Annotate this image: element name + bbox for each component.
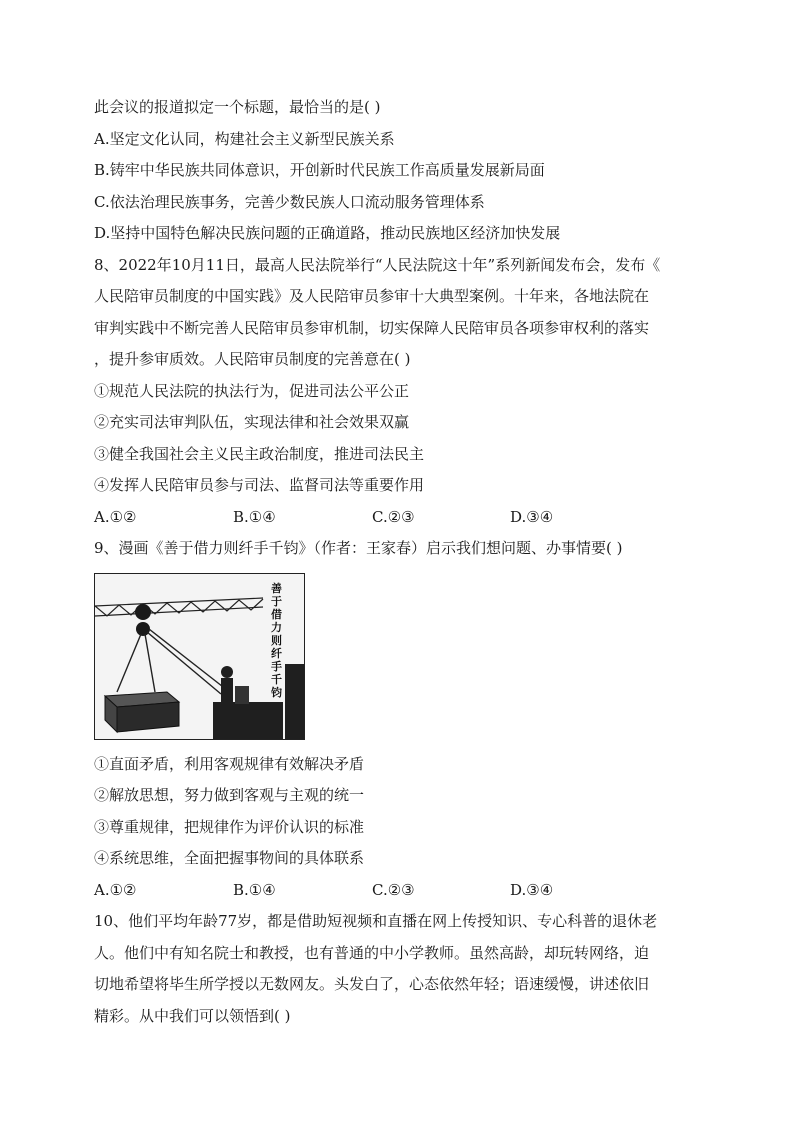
svg-text:则: 则 [271,633,282,647]
svg-text:于: 于 [271,594,282,608]
document-page [94,92,700,1032]
choice-a: A.①② [94,507,137,526]
choice-c: C.②③ [372,507,415,526]
choice-a: A.①② [94,880,137,899]
choice-b: B.①④ [233,507,276,526]
question-9-item-3: ③尊重规律，把规律作为评价认识的标准 [94,817,365,836]
question-8-line-2: 人民陪审员制度的中国实践》及人民陪审员参审十大典型案例。十年来，各地法院在 [94,287,650,305]
question-8-line-4: ，提升参审质效。人民陪审员制度的完善意在( ) [94,350,411,368]
option-a: A.坚定文化认同，构建社会主义新型民族关系 [94,129,395,148]
svg-text:手: 手 [271,659,282,673]
question-8-line-3: 审判实践中不断完善人民陪审员参审机制，切实保障人民陪审员各项参审权利的落实 [94,318,650,337]
cartoon-wrap [94,573,700,749]
question-10-line-4: 精彩。从中我们可以领悟到( ) [94,1006,291,1025]
question-10-line-3: 切地希望将毕生所学授以无数网友。头发白了，心态依然年轻；语速缓慢，讲述依旧 [94,975,650,993]
svg-text:善: 善 [271,581,282,595]
option-c: C.依法治理民族事务，完善少数民族人口流动服务管理体系 [94,192,485,211]
question-8-item-2: ②充实司法审判队伍，实现法律和社会效果双赢 [94,413,410,431]
choice-c: C.②③ [372,880,415,899]
question-9 [94,533,700,906]
question-10-line-2: 人。他们中有知名院士和教授，也有普通的中小学教师。虽然高龄，却玩转网络，迫 [94,943,650,962]
question-10-line-1: 10、他们平均年龄77岁，都是借助短视频和直播在网上传授知识、专心科普的退休老 [94,912,658,930]
svg-text:钧: 钧 [271,685,282,699]
question-8-item-4: ④发挥人民陪审员参与司法、监督司法等重要作用 [94,476,425,494]
cartoon-image [94,573,305,740]
question-8-item-1: ①规范人民法院的执法行为，促进司法公平公正 [94,381,410,400]
question-8-choices [94,502,700,534]
question-9-stem: 9、漫画《善于借力则纤手千钧》（作者：王家春）启示我们想问题、办事情要( ) [94,539,623,557]
question-9-item-4: ④系统思维，全面把握事物间的具体联系 [94,849,365,867]
question-stem: 此会议的报道拟定一个标题，最恰当的是( ) [94,98,381,116]
choice-b: B.①④ [233,880,276,899]
question-9-item-1: ①直面矛盾，利用客观规律有效解决矛盾 [94,754,365,773]
choice-d: D.③④ [510,880,554,899]
choice-d: D.③④ [510,507,554,526]
svg-text:千: 千 [271,672,282,686]
option-b: B.铸牢中华民族共同体意识，开创新时代民族工作高质量发展新局面 [94,161,545,179]
question-10 [94,906,700,1032]
option-d: D.坚持中国特色解决民族问题的正确道路，推动民族地区经济加快发展 [94,224,561,242]
question-9-item-2: ②解放思想，努力做到客观与主观的统一 [94,786,365,804]
svg-text:力: 力 [271,620,282,634]
question-9-choices [94,875,700,907]
question-8-item-3: ③健全我国社会主义民主政治制度，推进司法民主 [94,444,425,463]
svg-text:纤: 纤 [271,646,282,660]
question-8-line-1: 8、2022年10月11日，最高人民法院举行“人民法院这十年”系列新闻发布会，发布《 [94,255,661,274]
svg-text:借: 借 [271,607,282,621]
question-7-continuation [94,92,700,250]
question-8 [94,250,700,534]
